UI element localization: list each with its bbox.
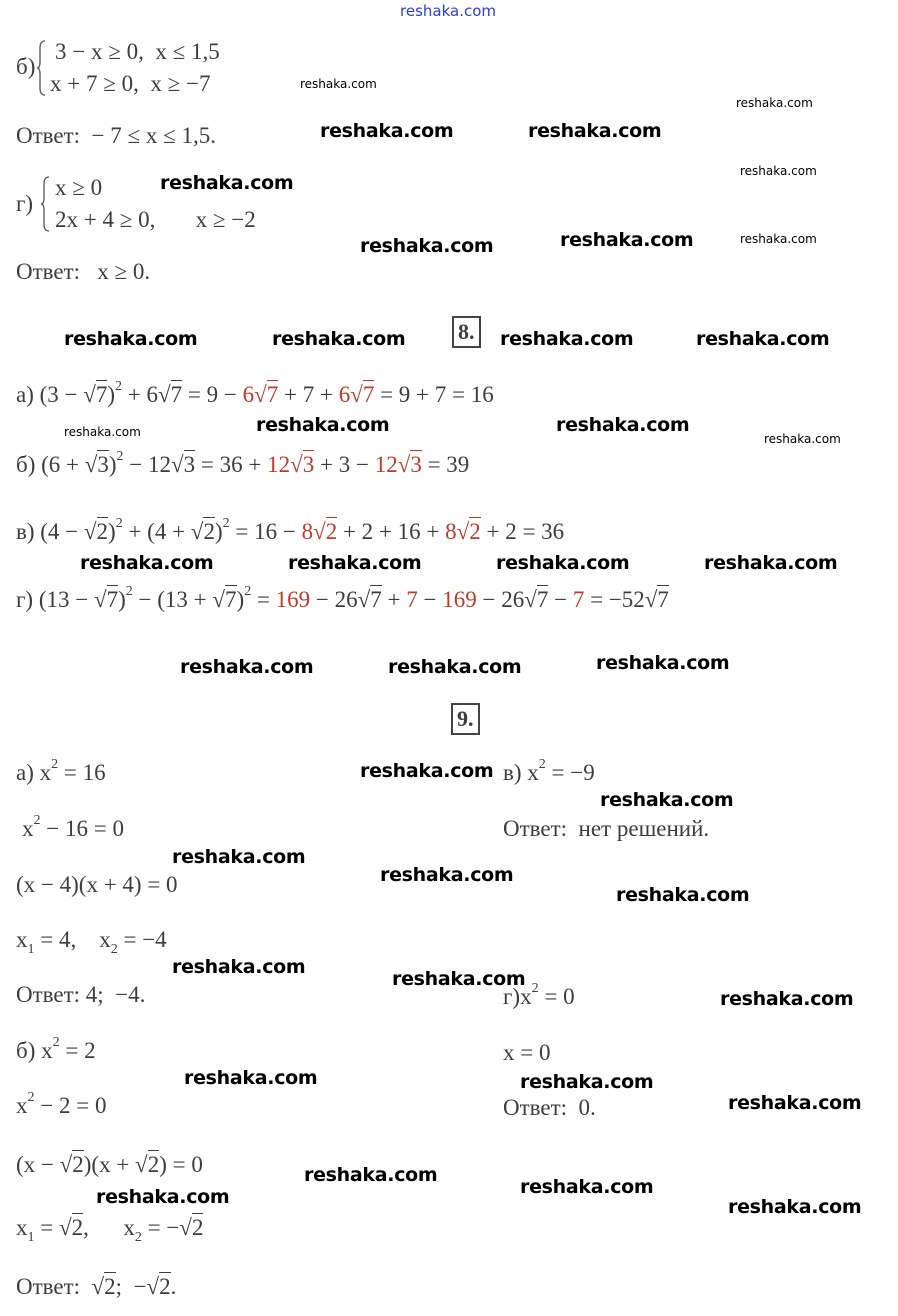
brace-b-icon	[36, 40, 46, 96]
math-text: 2x + 4 ≥ 0, x ≥ −2	[55, 207, 256, 232]
math-text: + 2 + 16 +	[337, 519, 446, 544]
watermark-text: reshaka.com	[272, 328, 406, 350]
watermark-text: reshaka.com	[180, 656, 314, 678]
math-text: + 6√	[122, 382, 171, 407]
watermark-text: reshaka.com	[392, 968, 526, 990]
subscript: 2	[134, 1230, 142, 1245]
math-text: =	[251, 587, 276, 612]
math-text: 6√	[242, 382, 267, 407]
math-text: − 26√	[476, 587, 537, 612]
math-text: Ответ: нет решений.	[503, 816, 710, 841]
radicand: 7	[266, 382, 279, 407]
math-text: = 2	[59, 1038, 96, 1063]
math-line-t8-a	[16, 379, 494, 408]
math-text: (x − √	[16, 1152, 73, 1177]
math-text: .	[170, 1274, 177, 1299]
math-text: , x	[83, 1215, 135, 1240]
exponent: 2	[27, 1090, 35, 1105]
radicand: 7	[536, 587, 549, 612]
math-text: 169	[442, 587, 477, 612]
math-text: Ответ: x ≥ 0.	[16, 259, 151, 284]
watermark-text: reshaka.com	[616, 884, 750, 906]
math-text: x + 7 ≥ 0, x ≥ −7	[50, 71, 211, 96]
exponent: 2	[52, 1035, 60, 1050]
math-line-t9-b-step2	[16, 1152, 203, 1178]
math-text: x	[22, 816, 34, 841]
radicand: 3	[410, 452, 422, 477]
math-text: 8√	[301, 519, 326, 544]
math-line-t8-v	[16, 516, 565, 545]
exponent: 2	[125, 584, 133, 599]
radicand: 2	[147, 1152, 160, 1177]
math-text: + 7 +	[278, 382, 339, 407]
watermark-text: reshaka.com	[172, 846, 306, 868]
watermark-text: reshaka.com	[556, 414, 690, 436]
radicand: 3	[183, 452, 196, 477]
exponent: 2	[222, 516, 230, 531]
watermark-text: reshaka.com	[388, 656, 522, 678]
math-line-t9-a-eq	[16, 757, 106, 786]
math-text: − 12√	[123, 452, 184, 477]
watermark-text: reshaka.com	[520, 1176, 654, 1198]
radicand: 7	[657, 587, 669, 612]
math-text: а) (3 − √	[16, 382, 96, 407]
math-text: + 3 −	[314, 452, 375, 477]
radicand: 7	[95, 382, 108, 407]
math-text: 7	[572, 587, 585, 612]
math-text: x	[16, 1093, 28, 1118]
radicand: 2	[325, 519, 338, 544]
radicand: 2	[71, 1215, 84, 1240]
watermark-text: reshaka.com	[184, 1067, 318, 1089]
math-text: б) x	[16, 1038, 53, 1063]
watermark-text: reshaka.com	[64, 328, 198, 350]
math-text: + (4 + √	[122, 519, 204, 544]
exponent: 2	[51, 757, 59, 772]
watermark-text: reshaka.com	[704, 552, 838, 574]
math-text: )	[214, 519, 223, 544]
math-text: −	[548, 587, 573, 612]
math-line-t8-g	[16, 584, 669, 613]
watermark-text: reshaka.com	[380, 864, 514, 886]
math-line-t9-g-answer	[503, 1095, 596, 1121]
math-text: )	[108, 452, 117, 477]
math-line-t9-b-eq	[16, 1035, 96, 1064]
exponent: 2	[115, 379, 123, 394]
watermark-text: reshaka.com	[696, 328, 830, 350]
watermark-text: reshaka.com	[728, 1092, 862, 1114]
math-text: = −52√	[584, 587, 658, 612]
math-text: Ответ: 4; −4.	[16, 982, 146, 1007]
watermark-text: reshaka.com	[96, 1186, 230, 1208]
math-text: + 2 = 36	[480, 519, 565, 544]
math-text: )	[107, 382, 116, 407]
watermark-text: reshaka.com	[360, 760, 494, 782]
math-line-b-ineq-2	[50, 71, 210, 97]
watermark-text: reshaka.com	[740, 232, 817, 246]
radicand: 2	[72, 1152, 84, 1177]
math-line-t9-a-step2	[16, 872, 178, 898]
math-text: в) (4 − √	[16, 519, 97, 544]
math-text: x = 0	[503, 1040, 551, 1065]
math-text: x	[16, 1215, 28, 1240]
math-text: = −√	[141, 1215, 192, 1240]
watermark-text: reshaka.com	[160, 172, 294, 194]
exponent: 2	[116, 449, 124, 464]
math-line-t9-a-step1	[22, 813, 124, 842]
math-text: )	[236, 587, 245, 612]
math-text: = 0	[538, 984, 575, 1009]
watermark-text: reshaka.com	[520, 1071, 654, 1093]
watermark-text: reshaka.com	[720, 988, 854, 1010]
radicand: 2	[104, 1274, 116, 1299]
watermark-text: reshaka.com	[740, 164, 817, 178]
math-text: = 39	[421, 452, 470, 477]
math-text: 12√	[267, 452, 303, 477]
math-text: Ответ: 0.	[503, 1095, 596, 1120]
watermark-text: reshaka.com	[736, 96, 813, 110]
math-line-g-ineq-2	[55, 207, 256, 233]
watermark-text: reshaka.com	[360, 235, 494, 257]
watermark-text: reshaka.com	[172, 956, 306, 978]
math-text: г)	[16, 191, 34, 216]
watermark-text: reshaka.com	[256, 414, 390, 436]
task-9-number: 9.	[451, 703, 480, 735]
radicand: 3	[302, 452, 315, 477]
math-text: = 16 −	[229, 519, 302, 544]
watermark-text: reshaka.com	[80, 552, 214, 574]
watermark-text: reshaka.com	[300, 77, 377, 91]
math-text: − 2 = 0	[34, 1093, 107, 1118]
math-text: = 4, x	[34, 927, 111, 952]
watermark-text: reshaka.com	[500, 328, 634, 350]
math-text: 169	[275, 587, 311, 612]
math-text: x	[16, 927, 28, 952]
math-text: ) = 0	[159, 1152, 203, 1177]
math-text: в) x	[503, 760, 539, 785]
watermark-text: reshaka.com	[596, 652, 730, 674]
math-text: − (13 + √	[132, 587, 226, 612]
math-line-g-ineq-1	[55, 175, 102, 201]
math-text: б) (6 + √	[16, 452, 98, 477]
math-text: = √	[34, 1215, 72, 1240]
radicand: 7	[225, 587, 237, 612]
radicand: 7	[170, 382, 183, 407]
radicand: 2	[96, 519, 109, 544]
math-text: 6√	[338, 382, 363, 407]
math-text: )(x + √	[83, 1152, 148, 1177]
exponent: 2	[538, 757, 546, 772]
math-line-t9-g-step	[503, 1040, 550, 1066]
math-text: − 16 = 0	[40, 816, 124, 841]
math-line-g-answer	[16, 259, 150, 285]
math-text: ; −√	[115, 1274, 160, 1299]
math-text: 3 − x ≥ 0, x ≤ 1,5	[55, 39, 220, 64]
math-line-t9-b-step1	[16, 1090, 107, 1119]
subscript: 2	[110, 942, 118, 957]
math-line-t9-a-answer	[16, 982, 145, 1008]
watermark-text: reshaka.com	[600, 789, 734, 811]
math-text: = 16	[58, 760, 106, 785]
watermark-text: reshaka.com	[496, 552, 630, 574]
math-line-t9-b-roots	[16, 1215, 204, 1245]
radicand: 2	[191, 1215, 204, 1240]
watermark-text: reshaka.com	[320, 120, 454, 142]
math-line-t8-b	[16, 449, 470, 478]
math-line-t9-v-eq	[503, 757, 595, 786]
exponent: 2	[531, 981, 539, 996]
math-text: б)	[16, 54, 36, 79]
math-text: x ≥ 0	[55, 175, 103, 200]
math-line-t9-a-roots	[16, 927, 167, 957]
math-text: 7	[406, 587, 418, 612]
math-line-g-label	[16, 191, 33, 217]
watermark-text: reshaka.com	[304, 1164, 438, 1186]
radicand: 2	[203, 519, 215, 544]
math-text: (x − 4)(x + 4) = 0	[16, 872, 178, 897]
math-line-t9-v-answer	[503, 816, 709, 842]
watermark-text: reshaka.com	[400, 2, 496, 20]
exponent: 2	[33, 813, 41, 828]
math-line-b-answer	[16, 123, 216, 149]
math-line-b-ineq-1	[55, 39, 220, 65]
exponent: 2	[244, 584, 252, 599]
math-text: − 26√	[310, 587, 371, 612]
subscript: 1	[27, 942, 35, 957]
math-text: Ответ: √	[16, 1274, 105, 1299]
watermark-text: reshaka.com	[64, 425, 141, 439]
brace-g-icon	[40, 176, 50, 232]
radicand: 2	[159, 1274, 171, 1299]
math-text: )	[118, 587, 126, 612]
task-8-number: 8.	[452, 316, 481, 348]
math-text: г)x	[503, 984, 532, 1009]
math-text: = 9 + 7 = 16	[374, 382, 494, 407]
math-line-t9-b-answer	[16, 1274, 176, 1300]
radicand: 3	[97, 452, 109, 477]
watermark-text: reshaka.com	[764, 432, 841, 446]
watermark-text: reshaka.com	[528, 120, 662, 142]
math-text: )	[108, 519, 116, 544]
math-text: = −9	[545, 760, 595, 785]
math-text: 8√	[445, 519, 470, 544]
watermark-text: reshaka.com	[288, 552, 422, 574]
math-text: +	[381, 587, 407, 612]
math-text: = 36 +	[195, 452, 268, 477]
math-text: г) (13 − √	[16, 587, 107, 612]
watermark-text: reshaka.com	[728, 1196, 862, 1218]
watermark-text: reshaka.com	[560, 229, 694, 251]
subscript: 1	[27, 1230, 35, 1245]
radicand: 7	[362, 382, 375, 407]
math-text: −	[417, 587, 443, 612]
exponent: 2	[115, 516, 123, 531]
math-text: 12√	[374, 452, 411, 477]
math-text: Ответ: − 7 ≤ x ≤ 1,5.	[16, 123, 217, 148]
radicand: 7	[370, 587, 382, 612]
math-text: = −4	[117, 927, 167, 952]
math-text: = 9 −	[182, 382, 243, 407]
math-line-b-label	[16, 54, 35, 80]
radicand: 2	[469, 519, 481, 544]
math-text: а) x	[16, 760, 52, 785]
radicand: 7	[106, 587, 119, 612]
